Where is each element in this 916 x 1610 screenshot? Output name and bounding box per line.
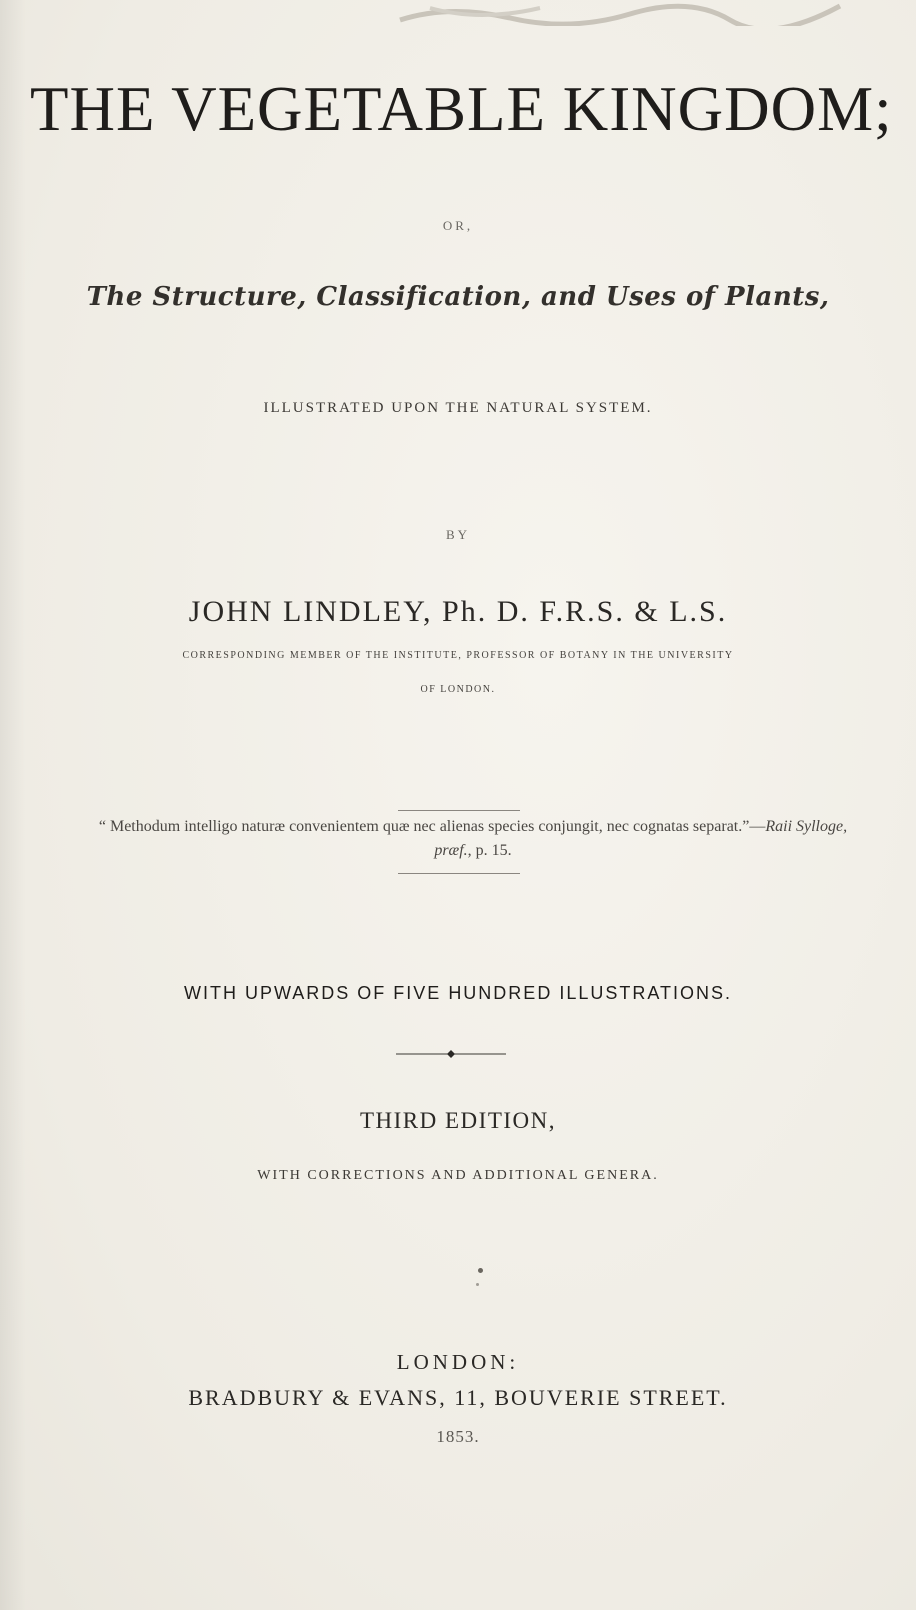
- author-name: JOHN LINDLEY, Ph. D. F.R.S. & L.S.: [188, 595, 728, 628]
- imprint-publisher: BRADBURY & EVANS, 11, BOUVERIE STREET.: [188, 1385, 728, 1410]
- illustrations-note: WITH UPWARDS OF FIVE HUNDRED ILLUSTRATIONS.: [183, 983, 733, 1003]
- book-title: THE VEGETABLE KINGDOM;: [30, 74, 893, 144]
- ink-speck: [476, 1283, 479, 1286]
- or-connector: OR,: [442, 218, 474, 233]
- imprint-year: 1853.: [436, 1427, 480, 1446]
- epigraph-source: Raii Sylloge, præf.: [434, 818, 848, 859]
- book-subtitle: The Structure, Classification, and Uses of Plants,: [86, 282, 830, 312]
- ink-speck: [478, 1268, 483, 1273]
- imprint-city: LONDON:: [396, 1350, 520, 1374]
- epigraph-rule-bottom: [398, 873, 520, 874]
- epigraph-rule-top: [398, 810, 520, 811]
- edition: THIRD EDITION,: [359, 1108, 556, 1133]
- epigraph: [88, 815, 858, 863]
- epigraph-text: “ Methodum intelligo naturæ convenientem quæ nec alienas species conjungit, nec cognatas separat.”—: [98, 818, 766, 835]
- author-affiliation-line-1: CORRESPONDING MEMBER OF THE INSTITUTE, PROFESSOR OF BOTANY IN THE UNIVERSITY: [182, 650, 734, 661]
- author-affiliation-line-2: OF LONDON.: [420, 684, 496, 695]
- epigraph-page: , p. 15.: [467, 842, 512, 859]
- illustrated-note: ILLUSTRATED UPON THE NATURAL SYSTEM.: [263, 400, 653, 416]
- by-label: BY: [445, 527, 471, 542]
- bleed-through-ink: [390, 0, 850, 26]
- edition-note: WITH CORRECTIONS AND ADDITIONAL GENERA.: [257, 1168, 659, 1183]
- diamond-rule-ornament: [396, 1049, 506, 1059]
